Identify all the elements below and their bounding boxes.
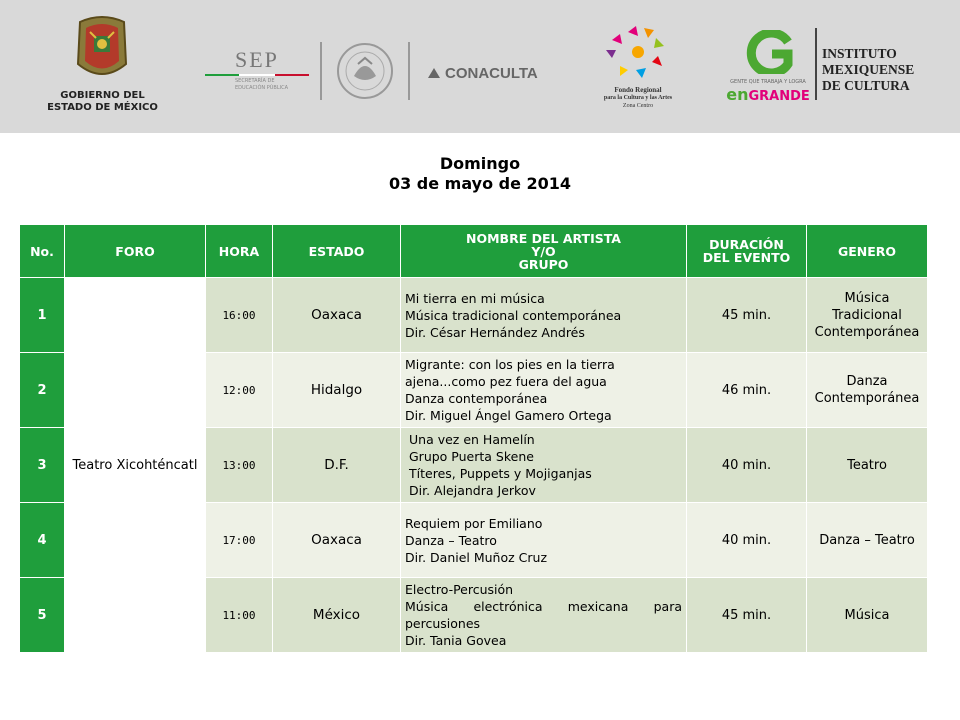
row-duracion: 45 min. xyxy=(687,278,807,353)
artista-line: Dir. Alejandra Jerkov xyxy=(409,483,536,498)
fondo-line3: Zona Centro xyxy=(622,103,654,109)
row-genero xyxy=(807,353,928,428)
separator-right xyxy=(406,42,412,100)
row-hora: 16:00 xyxy=(206,278,273,353)
row-duracion: 40 min. xyxy=(687,503,807,578)
row-hora: 11:00 xyxy=(206,578,273,653)
sep-subtitle2: EDUCACIÓN PÚBLICA xyxy=(235,85,289,91)
fondo-regional-ring-icon xyxy=(598,24,678,82)
row-number: 4 xyxy=(20,503,65,578)
artista-line: Dir. César Hernández Andrés xyxy=(405,324,585,340)
genero-line: Contemporánea xyxy=(814,391,920,406)
row-genero xyxy=(807,578,928,653)
row-hora: 13:00 xyxy=(206,428,273,503)
national-seal-icon xyxy=(336,42,394,100)
engrande-g-icon xyxy=(722,30,814,74)
schedule-table xyxy=(19,224,928,653)
artista-line: ajena...como pez fuera del agua xyxy=(405,374,607,389)
header-artista-line3: GRUPO xyxy=(518,256,569,272)
logo-band xyxy=(0,0,960,133)
fondo-line1: Fondo Regional xyxy=(614,86,662,94)
genero-line: Danza xyxy=(846,374,888,389)
row-hora: 17:00 xyxy=(206,503,273,578)
row-duracion: 46 min. xyxy=(687,353,807,428)
conaculta-logo xyxy=(426,62,550,84)
row-artista xyxy=(401,578,687,653)
artista-line: Música tradicional contemporánea xyxy=(405,307,622,323)
edomex-line2: ESTADO DE MÉXICO xyxy=(47,102,158,113)
row-estado: México xyxy=(273,578,401,653)
genero-line: Danza – Teatro xyxy=(819,532,915,548)
row-genero xyxy=(807,278,928,353)
edomex-shield-icon xyxy=(40,14,165,86)
title-day: Domingo xyxy=(439,154,521,173)
artista-line: Danza – Teatro xyxy=(405,532,497,548)
artista-line: Danza contemporánea xyxy=(405,391,548,406)
conaculta-icon xyxy=(426,66,442,80)
sep-logo xyxy=(205,48,315,100)
row-number: 2 xyxy=(20,353,65,428)
row-genero xyxy=(807,428,928,503)
foro-cell: Teatro Xicohténcatl xyxy=(65,278,206,653)
artista-line: Mi tierra en mi música xyxy=(405,290,545,306)
separator-left xyxy=(318,42,324,100)
page-title xyxy=(0,154,960,194)
engrande-tagline: GENTE QUE TRABAJA Y LOGRA xyxy=(730,79,806,85)
genero-line: Contemporánea xyxy=(814,324,920,340)
artista-line: Música electrónica mexicana para percusiones xyxy=(405,599,682,631)
genero-line: Música xyxy=(844,607,890,623)
row-estado: Oaxaca xyxy=(273,278,401,353)
header-duracion-line2: DEL EVENTO xyxy=(702,250,791,265)
row-duracion: 45 min. xyxy=(687,578,807,653)
row-estado: Oaxaca xyxy=(273,503,401,578)
fondo-regional-logo xyxy=(598,24,678,110)
row-hora: 12:00 xyxy=(206,353,273,428)
header-artista-line2: Y/O xyxy=(531,243,556,259)
header-no: No. xyxy=(20,225,65,278)
edomex-logo xyxy=(40,14,165,114)
row-artista xyxy=(401,428,687,503)
table-row xyxy=(20,278,928,353)
genero-line: Teatro xyxy=(847,457,887,473)
title-date: 03 de mayo de 2014 xyxy=(388,174,572,193)
row-number: 3 xyxy=(20,428,65,503)
header-foro: FORO xyxy=(65,225,206,278)
engrande-en: en xyxy=(726,85,749,104)
row-artista xyxy=(401,503,687,578)
header-duracion-line1: DURACIÓN xyxy=(709,237,784,252)
artista-line: Electro-Percusión xyxy=(405,582,514,597)
artista-line: Títeres, Puppets y Mojiganjas xyxy=(409,466,592,481)
imc-separator xyxy=(814,28,818,100)
row-number: 5 xyxy=(20,578,65,653)
edomex-line1: GOBIERNO DEL xyxy=(60,90,145,101)
row-artista xyxy=(401,278,687,353)
artista-line: Migrante: con los pies en la tierra xyxy=(405,357,615,372)
header-artista-line1: NOMBRE DEL ARTISTA xyxy=(466,230,621,246)
row-estado: D.F. xyxy=(273,428,401,503)
artista-line: Dir. Tania Govea xyxy=(405,633,507,648)
conaculta-name: CONACULTA xyxy=(445,64,538,82)
imc-line2: MEXIQUENSE xyxy=(822,62,915,77)
engrande-grande: GRANDE xyxy=(748,89,810,104)
row-artista xyxy=(401,353,687,428)
artista-line: Requiem por Emiliano xyxy=(405,515,543,531)
artista-line: Una vez en Hamelín xyxy=(409,432,535,447)
artista-line: Dir. Miguel Ángel Gamero Ortega xyxy=(405,408,612,423)
header-duracion xyxy=(687,225,807,278)
header-artista xyxy=(401,225,687,278)
header-estado: ESTADO xyxy=(273,225,401,278)
artista-line: Grupo Puerta Skene xyxy=(409,449,534,464)
sep-subtitle1: SECRETARÍA DE xyxy=(235,78,275,84)
artista-line: Dir. Daniel Muñoz Cruz xyxy=(405,549,548,565)
genero-line: Música xyxy=(844,290,890,306)
row-estado: Hidalgo xyxy=(273,353,401,428)
imc-line1: INSTITUTO xyxy=(822,46,897,61)
fondo-line2: para la Cultura y las Artes xyxy=(603,95,673,101)
imc-line3: DE CULTURA xyxy=(822,78,910,93)
sep-name: SEP xyxy=(235,47,279,72)
imc-logo xyxy=(822,46,940,94)
genero-line: Tradicional xyxy=(832,307,902,323)
engrande-wordmark xyxy=(722,86,814,106)
row-genero xyxy=(807,503,928,578)
header-hora: HORA xyxy=(206,225,273,278)
row-number: 1 xyxy=(20,278,65,353)
header-genero: GENERO xyxy=(807,225,928,278)
table-header-row xyxy=(20,225,928,278)
row-duracion: 40 min. xyxy=(687,428,807,503)
engrande-logo xyxy=(722,30,814,102)
